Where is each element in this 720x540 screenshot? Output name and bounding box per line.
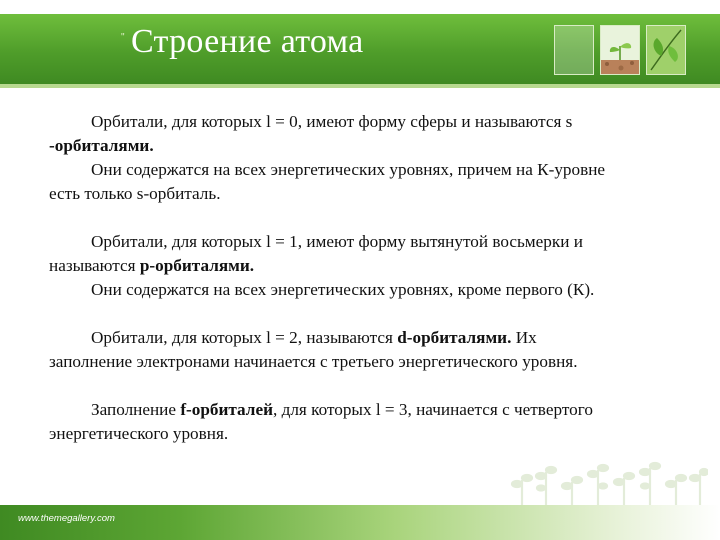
text-segment: Орбитали, для которых l = 1, имеют форму вытянутой восьмерки и (91, 232, 583, 251)
text-segment: Заполнение (91, 400, 181, 419)
text-line (49, 230, 691, 254)
green-leaves-icon (646, 25, 686, 75)
text-segment: есть только s-орбиталь. (49, 184, 221, 203)
text-line (49, 278, 691, 302)
paragraph (49, 398, 691, 446)
text-segment: Они содержатся на всех энергетических уровнях, причем на К-уровне (91, 160, 606, 179)
text-line (49, 134, 691, 158)
text-segment: энергетического уровня. (49, 424, 229, 443)
sprout-in-soil-icon (600, 25, 640, 75)
bold-term: f-орбиталей (180, 400, 273, 419)
text-line (49, 110, 691, 134)
slide-title: Строение атома (131, 23, 364, 60)
paragraph (49, 110, 691, 206)
plant-silhouettes-icon (508, 458, 708, 508)
text-segment: Их (511, 328, 537, 347)
text-segment: Орбитали, для которых l = 0, имеют форму сферы и называются s (91, 112, 573, 131)
text-segment: , для которых l = 3, начинается с четвертого (272, 400, 593, 419)
title-bar-stripe (0, 84, 720, 88)
bold-term: р-орбиталями. (139, 256, 255, 275)
slide-body (49, 110, 691, 470)
paragraph (49, 326, 691, 374)
text-line (49, 326, 691, 350)
text-line (49, 158, 691, 182)
title-quote-mark: " (121, 32, 125, 43)
text-segment: Орбитали, для которых l = 2, называются (91, 328, 398, 347)
text-line (49, 398, 691, 422)
top-margin (0, 0, 720, 14)
text-line (49, 422, 691, 446)
bold-term: d-орбиталями. (397, 328, 512, 347)
text-line (49, 254, 691, 278)
paragraph (49, 230, 691, 302)
text-line (49, 350, 691, 374)
text-segment: Они содержатся на всех энергетических уровнях, кроме первого (К). (91, 280, 595, 299)
text-segment: называются (49, 256, 140, 275)
blank-tile-icon (554, 25, 594, 75)
text-line (49, 182, 691, 206)
footer-url: www.themegallery.com (18, 513, 115, 524)
bold-term: -орбиталями. (49, 136, 154, 155)
text-segment: заполнение электронами начинается с третьего энергетического уровня. (49, 352, 578, 371)
